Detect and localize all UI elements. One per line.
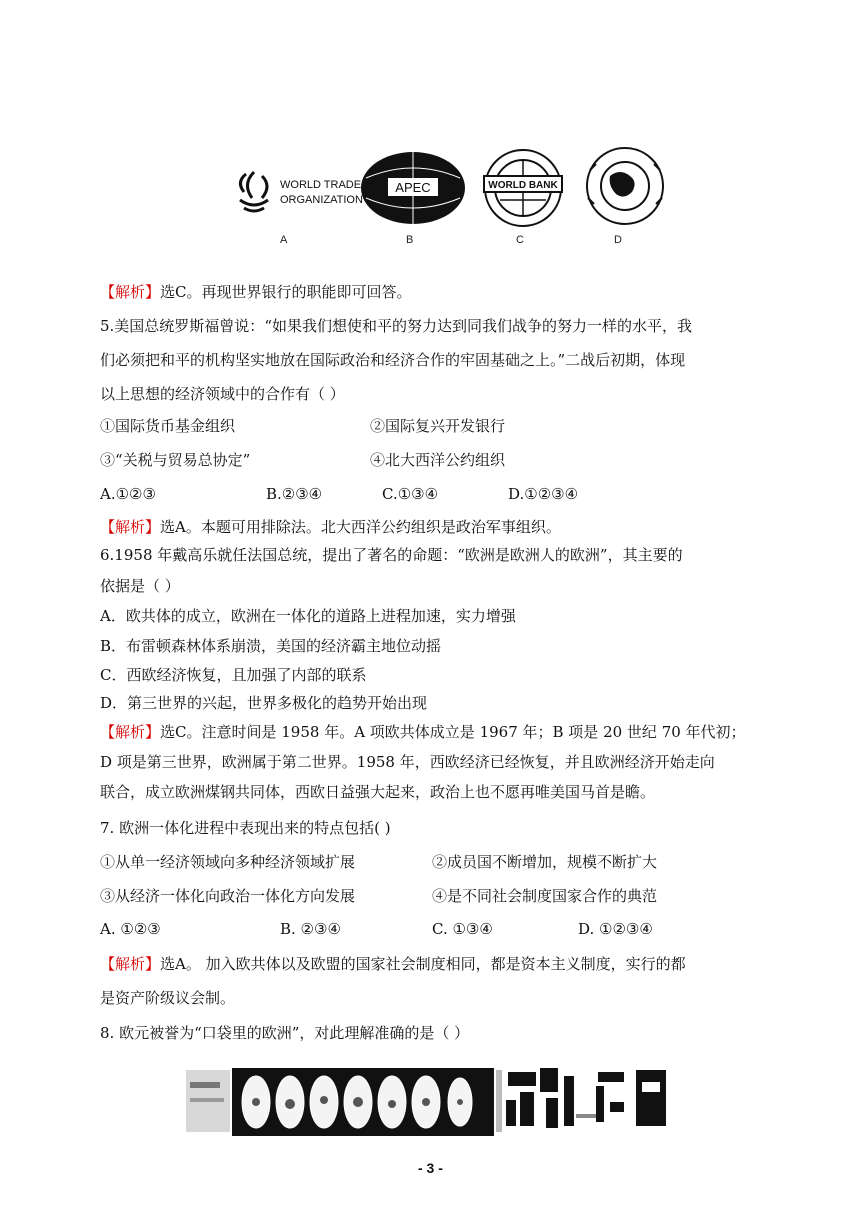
q5-option-4: ④北大西洋公约组织 [370,451,506,469]
analysis-text: 选A。本题可用排除法。北大西洋公约组织是政治军事组织。 [160,518,561,536]
analysis-text: 选A。 加入欧共体以及欧盟的国家社会制度相同，都是资本主义制度，实行的都 [160,955,686,973]
q4-analysis [100,282,412,302]
q6-analysis-line2: D 项是第三世界，欧洲属于第二世界。1958 年，西欧经济已经恢复，并且欧洲经济开始走向 [100,753,715,771]
q5-analysis [100,517,561,537]
q7-choice-c: C. ①③④ [432,920,493,938]
q5-choice-d: D.①②③④ [508,485,579,503]
svg-text:WORLD BANK: WORLD BANK [488,180,558,191]
q7-option-4: ④是不同社会制度国家合作的典范 [432,887,658,905]
q7-option-2: ②成员国不断增加，规模不断扩大 [432,853,658,871]
svg-text:ORGANIZATION: ORGANIZATION [280,194,363,206]
q7-analysis-line2: 是资产阶级议会制。 [100,989,236,1007]
wto-logo [232,160,367,230]
q5-choice-c: C.①③④ [382,485,439,503]
logo-label-b: B [406,234,414,246]
q5-stem-line2: 们必须把和平的机构坚实地放在国际政治和经济合作的牢固基础之上。”二战后初期，体现 [100,351,686,369]
organization-logos [228,146,698,226]
q7-analysis [100,954,686,974]
q6-option-c: C．西欧经济恢复，且加强了内部的联系 [100,666,367,684]
world-bank-logo [478,148,568,228]
q6-option-a: A．欧共体的成立，欧洲在一体化的道路上进程加速，实力增强 [100,607,516,625]
logo-label-d: D [614,234,622,246]
q5-option-2: ②国际复兴开发银行 [370,417,506,435]
logo-label-c: C [516,234,524,246]
q7-stem: 7. 欧洲一体化进程中表现出来的特点包括( ) [100,819,391,837]
analysis-text: 选C。注意时间是 1958 年。A 项欧共体成立是 1967 年；B 项是 20 世纪 70 年代初； [160,723,746,741]
svg-text:APEC: APEC [395,180,431,195]
page-number: - 3 - [418,1160,443,1176]
q6-option-d: D．第三世界的兴起，世界多极化的趋势开始出现 [100,694,428,712]
q6-option-b: B．布雷顿森林体系崩溃，美国的经济霸主地位动摇 [100,637,442,655]
q5-choice-b: B.②③④ [266,485,323,503]
imf-logo [580,146,670,226]
q7-option-1: ①从单一经济领域向多种经济领域扩展 [100,853,356,871]
analysis-tag: 【解析】 [100,283,161,301]
svg-text:WORLD TRADE: WORLD TRADE [280,179,362,191]
apec-logo [358,148,468,228]
q5-stem-line3: 以上思想的经济领域中的合作有（ ） [100,385,345,403]
q5-stem-line1: 5.美国总统罗斯福曾说：“如果我们想使和平的努力达到同我们战争的努力一样的水平，我 [100,317,692,335]
q8-stem: 8. 欧元被誉为“口袋里的欧洲”，对此理解准确的是（ ） [100,1024,470,1042]
q5-choice-a: A.①②③ [100,485,156,503]
logo-label-a: A [280,234,288,246]
analysis-tag: 【解析】 [100,955,161,973]
q7-choice-a: A. ①②③ [100,920,161,938]
q5-option-3: ③“关税与贸易总协定” [100,451,251,469]
euro-currency-image [186,1062,688,1140]
q7-option-3: ③从经济一体化向政治一体化方向发展 [100,887,356,905]
q7-choice-d: D. ①②③④ [578,920,653,938]
analysis-tag: 【解析】 [100,518,161,536]
q6-analysis-line3: 联合，成立欧洲煤钢共同体，西欧日益强大起来，政治上也不愿再唯美国马首是瞻。 [100,783,656,801]
analysis-text: 选C。再现世界银行的职能即可回答。 [160,283,412,301]
q5-option-1: ①国际货币基金组织 [100,417,236,435]
q6-stem-line1: 6.1958 年戴高乐就任法国总统，提出了著名的命题：“欧洲是欧洲人的欧洲”，其主要的 [100,546,683,564]
analysis-tag: 【解析】 [100,723,161,741]
q7-choice-b: B. ②③④ [280,920,341,938]
q6-analysis [100,722,746,742]
q6-stem-line2: 依据是（ ） [100,577,180,595]
